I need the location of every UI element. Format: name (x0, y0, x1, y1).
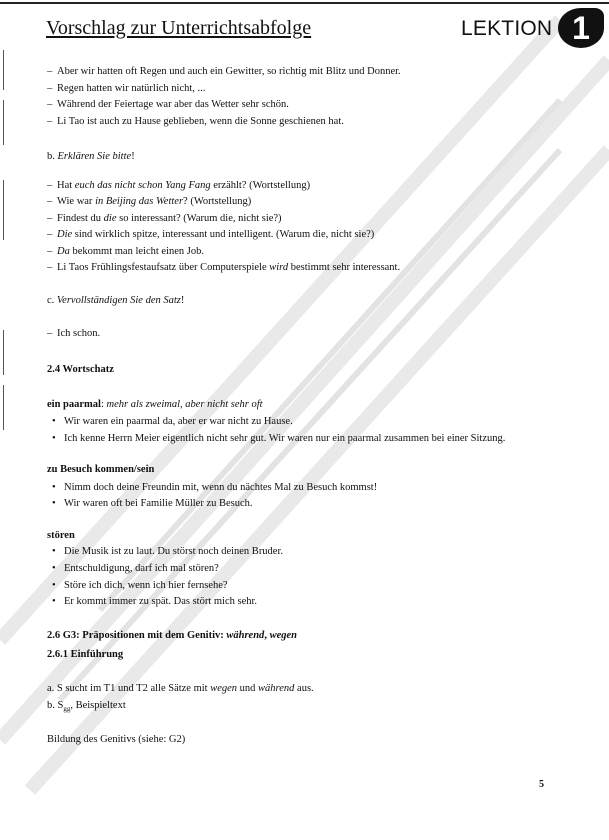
bullet-item (52, 498, 253, 509)
bullet-icon: • (52, 433, 56, 444)
text-segment: erzählt? (Wortstellung) (210, 180, 311, 191)
dash-icon: – (47, 83, 53, 94)
text-segment: wird (269, 262, 289, 273)
dash-icon: – (47, 99, 53, 110)
text-segment: und (237, 683, 259, 694)
bullet-item (52, 563, 219, 574)
text-segment: Er kommt immer zu spät. Das stört mich sehr. (64, 596, 258, 607)
scan-margin-mark (3, 100, 4, 145)
text-segment: Wie war (57, 196, 96, 207)
text-segment: Während der Feiertage war aber das Wetter sehr schön. (57, 99, 289, 110)
text-segment: Wir waren ein paarmal da, aber er war nicht zu Hause. (64, 416, 293, 427)
dash-item (47, 180, 310, 191)
dash-item (47, 116, 344, 127)
text-segment: mehr als zweimal, aber nicht sehr oft (106, 399, 263, 410)
text-segment: 2.6.1 Einführung (47, 649, 124, 660)
text-segment: Wir waren oft bei Familie Müller zu Besuch. (64, 498, 253, 509)
scan-margin-mark (3, 180, 4, 240)
text-segment: wegen (269, 630, 297, 641)
text-segment: Li Tao ist auch zu Hause geblieben, wenn die Sonne geschienen hat. (57, 116, 344, 127)
bullet-icon: • (52, 416, 56, 427)
text-segment: Findest du (57, 213, 104, 224)
dash-icon: – (47, 196, 53, 207)
dash-item (47, 262, 400, 273)
text-line (47, 683, 314, 694)
bullet-icon: • (52, 580, 56, 591)
dash-item (47, 229, 374, 240)
text-segment: Vervollständigen Sie den Satz (56, 295, 181, 306)
text-segment: die (103, 213, 117, 224)
text-segment: 2.4 Wortschatz (47, 364, 114, 375)
dash-item (47, 196, 251, 207)
text-segment: Da (57, 246, 70, 257)
text-line (47, 295, 184, 306)
text-line (47, 399, 263, 410)
scan-margin-mark (3, 330, 4, 375)
bullet-icon: • (52, 546, 56, 557)
bullet-item (52, 546, 283, 557)
text-line (47, 734, 185, 745)
lektion-label: LEKTION (461, 17, 553, 40)
text-line (47, 530, 75, 541)
text-segment: , (264, 630, 270, 641)
bullet-icon: • (52, 563, 56, 574)
dash-icon: – (47, 328, 53, 339)
dash-item (47, 328, 100, 339)
text-segment: bekommt man leicht einen Job. (69, 246, 204, 257)
text-segment: gg (63, 705, 71, 714)
text-segment: Nimm doch deine Freundin mit, wenn du nächtes Mal zu Besuch kommst! (64, 482, 378, 493)
bullet-icon: • (52, 482, 56, 493)
text-segment: so interessant? (Warum die, nicht sie?) (116, 213, 282, 224)
scan-margin-mark (3, 50, 4, 90)
dash-icon: – (47, 116, 53, 127)
dash-item (47, 246, 204, 257)
text-segment: Erklären Sie bitte (57, 151, 132, 162)
text-segment: Li Taos Frühlingsfestaufsatz über Computerspiele (57, 262, 270, 273)
text-segment: bestimmt sehr interessant. (288, 262, 401, 273)
dash-icon: – (47, 229, 53, 240)
text-segment: zu Besuch kommen/sein (47, 464, 155, 475)
scan-margin-mark (3, 385, 4, 430)
page-number: 5 (539, 779, 544, 790)
text-segment: , Beispieltext (70, 700, 126, 711)
text-segment: Regen hatten wir natürlich nicht, ... (57, 83, 206, 94)
text-segment: Die Musik ist zu laut. Du störst noch deinen Bruder. (64, 546, 284, 557)
text-segment: während (226, 630, 265, 641)
dash-icon: – (47, 262, 53, 273)
text-segment: wegen (210, 683, 238, 694)
bullet-item (52, 482, 377, 493)
text-segment: in Beijing das Wetter (95, 196, 184, 207)
text-segment: während (258, 683, 295, 694)
dash-icon: – (47, 180, 53, 191)
text-segment: Ich schon. (57, 328, 101, 339)
bullet-icon: • (52, 596, 56, 607)
dash-item (47, 99, 289, 110)
dash-icon: – (47, 246, 53, 257)
dash-icon: – (47, 66, 53, 77)
dash-icon: – (47, 213, 53, 224)
text-segment: Aber wir hatten oft Regen und auch ein Gewitter, so richtig mit Blitz und Donner. (57, 66, 401, 77)
dash-item (47, 66, 401, 77)
dash-item (47, 83, 205, 94)
text-segment: aus. (294, 683, 314, 694)
text-segment: ! (131, 151, 135, 162)
text-line (47, 649, 123, 660)
text-line (47, 630, 297, 641)
text-line (47, 700, 126, 713)
text-segment: Ich kenne Herrn Meier eigentlich nicht sehr gut. Wir waren nur ein paarmal zusammen bei einer Sitzung. (64, 433, 506, 444)
text-segment: a. S sucht im T1 und T2 alle Sätze mit (47, 683, 211, 694)
text-segment: Bildung des Genitivs (siehe: G2) (47, 734, 186, 745)
bullet-item (52, 580, 228, 591)
text-segment: Entschuldigung, darf ich mal stören? (64, 563, 219, 574)
text-line (47, 364, 114, 375)
text-segment: Hat (57, 180, 75, 191)
bullet-item (52, 596, 257, 607)
page-title: Vorschlag zur Unterrichtsabfolge (46, 17, 312, 39)
bullet-item (52, 416, 293, 427)
text-segment: b. (47, 151, 58, 162)
text-segment: : (100, 399, 107, 410)
text-segment: ? (Wortstellung) (183, 196, 252, 207)
text-segment: Störe ich dich, wenn ich hier fernsehe? (64, 580, 228, 591)
bullet-item (52, 433, 505, 444)
text-line (47, 151, 135, 162)
text-segment: euch das nicht schon Yang Fang (74, 180, 211, 191)
dash-item (47, 213, 282, 224)
top-rule (0, 2, 609, 4)
text-segment: ein paarmal (47, 399, 101, 410)
text-segment: 2.6 G3: Präpositionen mit dem Genitiv: (47, 630, 227, 641)
bullet-icon: • (52, 498, 56, 509)
lektion-number-badge: 1 (558, 8, 604, 48)
text-segment: ! (180, 295, 185, 306)
text-segment: b. S (47, 700, 64, 711)
text-segment: c. (47, 295, 57, 306)
text-segment: stören (47, 530, 75, 541)
text-line (47, 464, 154, 475)
text-segment: Die (57, 229, 73, 240)
text-segment: sind wirklich spitze, interessant und intelligent. (Warum die, nicht sie?) (72, 229, 375, 240)
